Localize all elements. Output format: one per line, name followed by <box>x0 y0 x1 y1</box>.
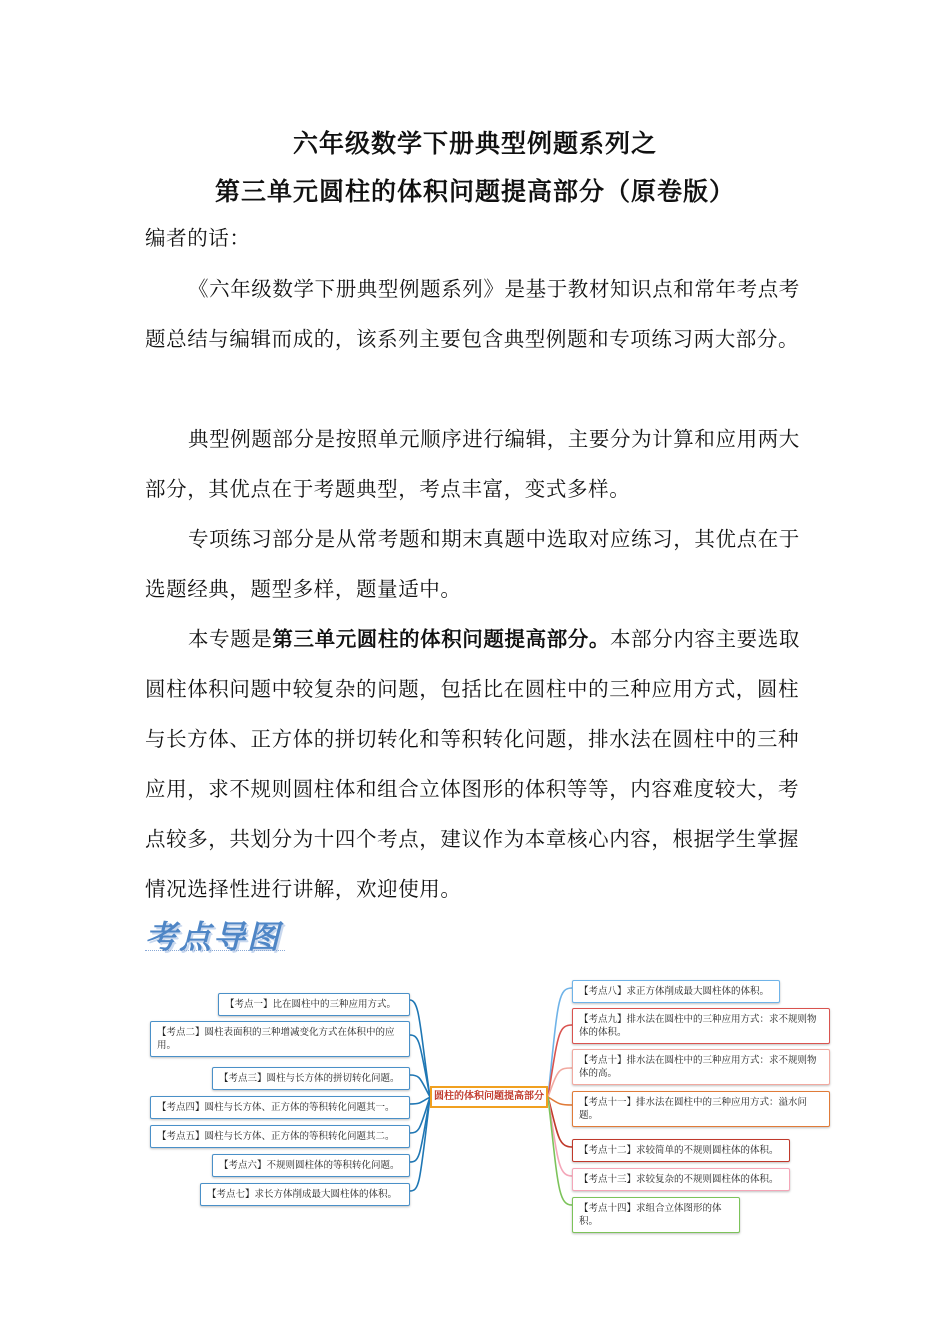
connector-11 <box>548 1097 572 1105</box>
mindmap-node-point-9: 【考点九】排水法在圆柱中的三种应用方式：求不规则物体的体积。 <box>572 1008 830 1044</box>
mindmap-node-point-12: 【考点十二】求较简单的不规则圆柱体的体积。 <box>572 1139 790 1162</box>
topic-description-text: 本部分内容主要选取圆柱体积问题中较复杂的问题，包括比在圆柱中的三种应用方式，圆柱与长方体、正方体的拼切转化和等积转化问题，排水法在圆柱中的三种应用，求不规则圆柱体和组合立体图形的体积等等，内容难度较大，考点较多，共划分为十四个考点，建议作为本章核心内容，根据学生掌握情况选择性进行讲解，欢迎使用。 <box>145 627 800 901</box>
mindmap-node-point-13: 【考点十三】求较复杂的不规则圆柱体的体积。 <box>572 1168 790 1191</box>
mindmap-node-point-8: 【考点八】求正方体削成最大圆柱体的体积。 <box>572 980 780 1003</box>
mindmap-node-point-4: 【考点四】圆柱与长方体、正方体的等积转化问题其一。 <box>150 1096 410 1119</box>
mindmap-node-point-6: 【考点六】不规则圆柱体的等积转化问题。 <box>212 1154 410 1177</box>
paragraph-practice: 专项练习部分是从常考题和期末真题中选取对应练习，其优点在于选题经典，题型多样，题量适中。 <box>145 527 800 601</box>
mindmap-heading: 考点导图 <box>145 918 282 956</box>
mindmap-node-point-7: 【考点七】求长方体削成最大圆柱体的体积。 <box>200 1183 410 1206</box>
topic-intro-text: 本专题是 <box>188 627 273 651</box>
paragraph-series-intro: 《六年级数学下册典型例题系列》是基于教材知识点和常年考点考题总结与编辑而成的，该系列主要包含典型例题和专项练习两大部分。 <box>145 277 800 351</box>
mindmap-node-point-2: 【考点二】圆柱表面积的三种增减变化方式在体积中的应用。 <box>150 1021 410 1057</box>
connector-8 <box>548 988 572 1097</box>
mindmap-node-point-14: 【考点十四】求组合立体图形的体积。 <box>572 1197 740 1233</box>
editor-label: 编者的话： <box>145 226 251 250</box>
document-title-line2: 第三单元圆柱的体积问题提高部分（原卷版） <box>214 177 735 206</box>
connector-2 <box>410 1035 430 1097</box>
mindmap-node-point-10: 【考点十】排水法在圆柱中的三种应用方式：求不规则物体的高。 <box>572 1049 830 1085</box>
mindmap-center-node: 圆柱的体积问题提高部分 <box>430 1086 548 1108</box>
mindmap-node-point-3: 【考点三】圆柱与长方体的拼切转化问题。 <box>212 1067 410 1090</box>
paragraph-examples: 典型例题部分是按照单元顺序进行编辑，主要分为计算和应用两大部分，其优点在于考题典型，考点丰富，变式多样。 <box>145 427 800 501</box>
connector-4 <box>410 1097 430 1104</box>
mindmap-node-point-5: 【考点五】圆柱与长方体、正方体的等积转化问题其二。 <box>150 1125 410 1148</box>
mindmap-node-point-11: 【考点十一】排水法在圆柱中的三种应用方式：溢水问题。 <box>572 1091 830 1127</box>
mindmap-node-point-1: 【考点一】比在圆柱中的三种应用方式。 <box>218 993 410 1016</box>
document-title-line1: 六年级数学下册典型例题系列之 <box>292 129 657 158</box>
topic-bold-text: 第三单元圆柱的体积问题提高部分。 <box>272 627 611 651</box>
